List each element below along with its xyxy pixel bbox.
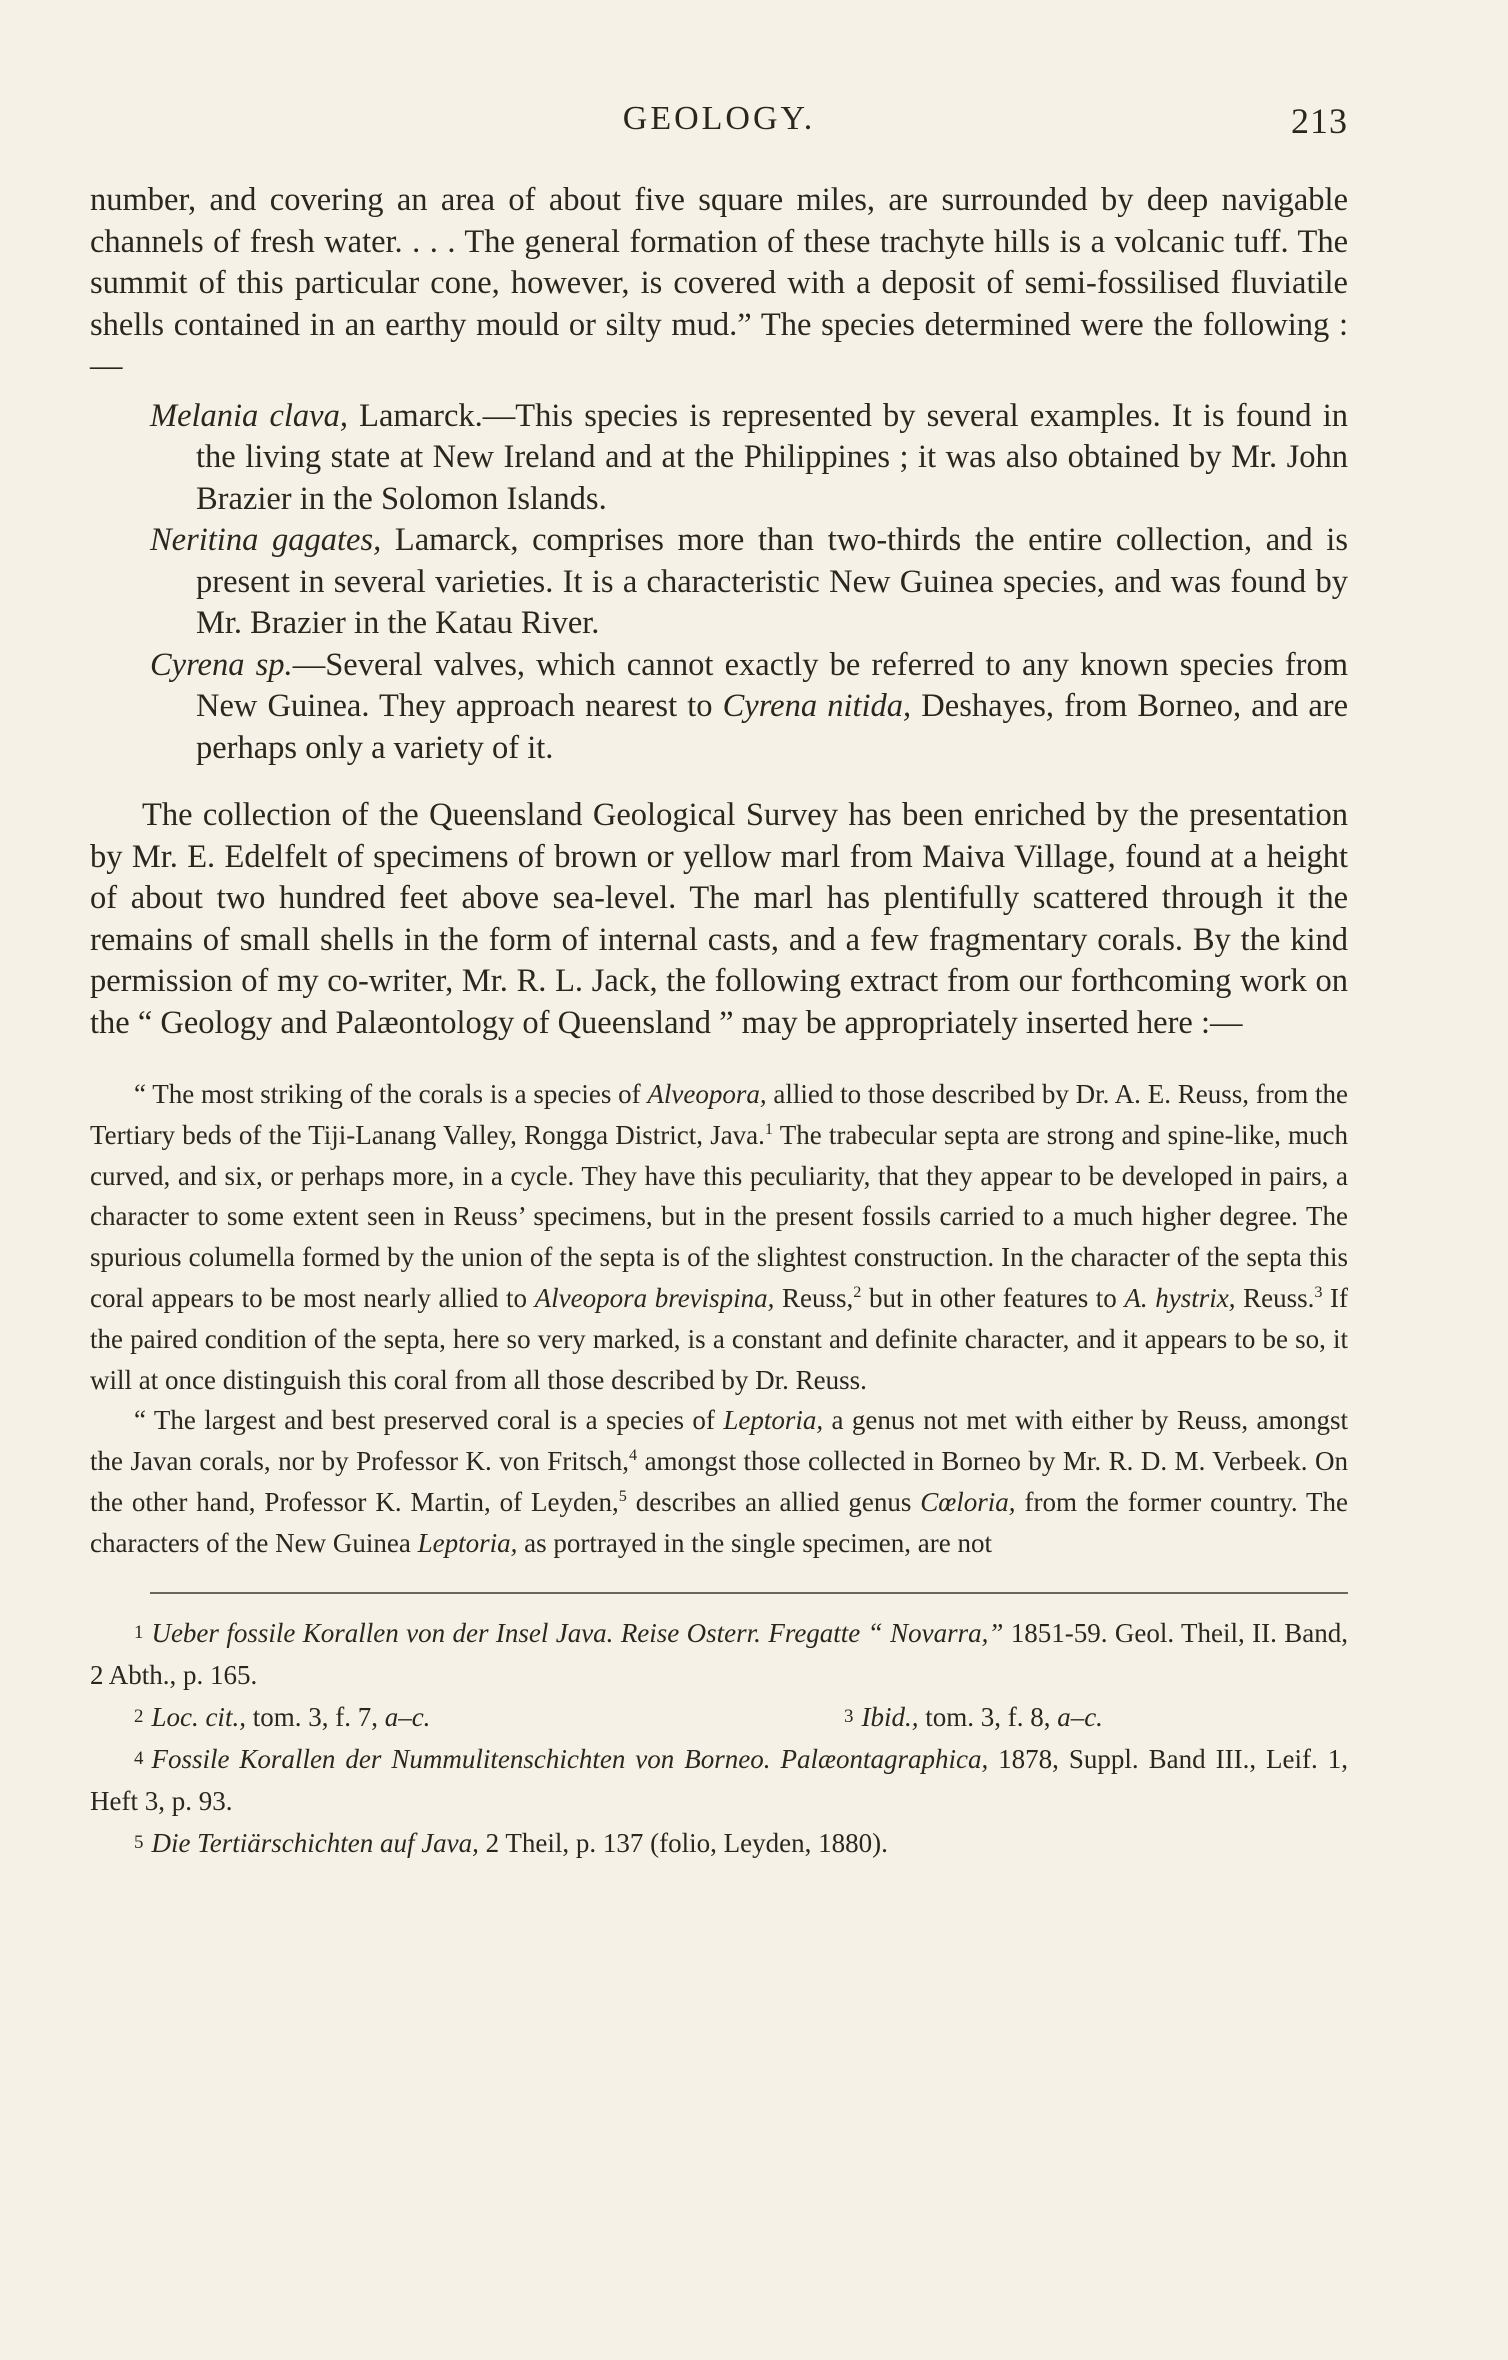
species-name: Alveopora brevispina, bbox=[534, 1282, 775, 1313]
quote-text: Reuss. bbox=[1235, 1282, 1315, 1313]
species-text: Deshayes, from Borneo, and are perhaps only a variety of it. bbox=[196, 688, 1348, 766]
collection-paragraph: The collection of the Queensland Geological Survey has been enriched by the presentation by Mr. E. Edelfelt of specimens of brown or yellow marl from Maiva Village, found at a height of about two hundred feet above sea-level. The marl has plentifully scattered through it the remains of small shells in the form of internal casts, and a few fragmentary corals. By the kind permission of my co-writer, Mr. R. L. Jack, the following extract from our forthcoming work on the “ Geology and Palæontology of Queensland ” may be appropriately inserted here :— bbox=[90, 797, 1348, 1041]
footnote-title: Loc. cit., bbox=[151, 1701, 246, 1732]
footnote-text: tom. 3, f. 8, bbox=[918, 1701, 1058, 1732]
footnote-text: 1851-59. Geol. Theil, II. Band, 2 Abth., p. 165. bbox=[90, 1617, 1349, 1690]
quote-text: Reuss, bbox=[774, 1282, 854, 1313]
footnote-title: “ Novarra,” bbox=[860, 1617, 1004, 1648]
quote-text: as portrayed in the single specimen, are not bbox=[517, 1527, 992, 1558]
footnote-ref: 1 bbox=[764, 1119, 774, 1138]
quote-text: but in other features to bbox=[861, 1282, 1125, 1313]
footnote-title: Ibid., bbox=[861, 1701, 919, 1732]
block-quote bbox=[90, 1074, 1348, 1564]
quote-text: describes an allied genus bbox=[626, 1486, 921, 1517]
footnote-ref: 2 bbox=[853, 1282, 862, 1301]
quote-text: If the paired condition of the septa, here so very marked, is a constant and definite character, and it appears to be so, it will at once distinguish this coral from all those described by Dr. Reuss. bbox=[90, 1282, 1349, 1395]
footnote-title: Ueber fossile Korallen von der Insel Java. Reise Osterr. Fregatte bbox=[151, 1617, 861, 1648]
species-name: Cyrena sp. bbox=[150, 646, 293, 683]
footnotes bbox=[90, 1612, 1348, 1864]
quote-paragraph-leptoria bbox=[90, 1400, 1348, 1563]
quote-text: a genus not met with either by Reuss, amongst the Javan corals, nor by Professor K. von Fritsch, bbox=[90, 1405, 1348, 1477]
footnote-row-2-3 bbox=[90, 1696, 1348, 1738]
footnote-number: 3 bbox=[844, 1705, 854, 1727]
quote-paragraph-alveopora bbox=[90, 1074, 1348, 1400]
quote-text: from the former country. The characters of the New Guinea bbox=[90, 1486, 1348, 1558]
page-body bbox=[90, 180, 1348, 1864]
footnote-rule bbox=[150, 1592, 1348, 1594]
footnote-1 bbox=[90, 1612, 1348, 1696]
footnote-ref: 4 bbox=[629, 1446, 638, 1465]
footnote-number: 1 bbox=[134, 1621, 144, 1643]
footnote-ref: 5 bbox=[618, 1486, 627, 1505]
footnote-ref: 3 bbox=[1314, 1282, 1323, 1301]
species-list bbox=[90, 396, 1348, 770]
species-ref-italic: Cyrena nitida, bbox=[722, 688, 912, 724]
species-text: Lamarck.—This species is represented by several examples. It is found in the living state at New Ireland and at the Philippines ; it was also obtained by Mr. John Brazier in the Solomon Islands. bbox=[196, 397, 1349, 517]
footnote-number: 2 bbox=[134, 1705, 144, 1727]
species-name: Neritina gagates, bbox=[150, 522, 382, 558]
species-melania bbox=[90, 396, 1348, 521]
intro-paragraph: number, and covering an area of about five square miles, are surrounded by deep navigable channels of fresh water. . . . The general formation of these trachyte hills is a volcanic tuff. The summit of this particular cone, however, is covered with a deposit of semi-fossilised fluviatile shells contained in an earthy mould or silty mud.” The species determined were the following :— bbox=[90, 182, 1348, 384]
species-neritina bbox=[90, 520, 1348, 645]
footnote-number: 4 bbox=[134, 1747, 144, 1769]
footnote-5 bbox=[90, 1822, 1348, 1864]
running-head: GEOLOGY. bbox=[622, 100, 816, 137]
footnote-text: tom. 3, f. 7, bbox=[245, 1701, 385, 1732]
genus-name: Leptoria, bbox=[723, 1405, 824, 1436]
quote-text: “ The largest and best preserved coral is a species of bbox=[134, 1405, 724, 1436]
species-text: —Several valves, which cannot exactly be referred to any known species from New Guinea. They approach nearest to bbox=[196, 646, 1348, 724]
page-header bbox=[90, 100, 1348, 150]
genus-name: Cœloria, bbox=[920, 1486, 1016, 1517]
footnote-text: 1878, Suppl. Band III., Leif. 1, Heft 3, p. 93. bbox=[90, 1743, 1348, 1816]
species-cyrena bbox=[90, 645, 1348, 770]
species-text: Lamarck, comprises more than two-thirds the entire collection, and is present in several varieties. It is a characteristic New Guinea species, and was found by Mr. Brazier in the Katau River. bbox=[196, 522, 1348, 641]
footnote-text: 2 Theil, p. 137 (folio, Leyden, 1880). bbox=[478, 1827, 888, 1858]
quote-text: The trabecular septa are strong and spine-like, much curved, and six, or perhaps more, in a cycle. They have this peculiarity, that they appear to be developed in pairs, a character to some extent seen in Reuss’ specimens, but in the present fossils carried to a much higher degree. The spurious columella formed by the union of the septa is of the slightest construction. In the character of the septa this coral appears to be most nearly allied to bbox=[90, 1119, 1348, 1313]
footnote-title: Fossile Korallen der Nummulitenschichten von Borneo. Palæontagraphica, bbox=[151, 1743, 989, 1774]
species-name: Melania clava, bbox=[150, 397, 348, 434]
quote-text: amongst those collected in Borneo by Mr. R. D. M. Verbeek. On the other hand, Professor K. Martin, of Leyden, bbox=[90, 1446, 1348, 1517]
footnote-title: Die Tertiärschichten auf Java, bbox=[151, 1827, 479, 1858]
genus-name: Leptoria, bbox=[417, 1527, 518, 1558]
footnote-2 bbox=[90, 1696, 844, 1738]
footnote-text: a–c. bbox=[1057, 1701, 1103, 1732]
footnote-4 bbox=[90, 1738, 1348, 1822]
footnote-number: 5 bbox=[134, 1831, 144, 1853]
quote-text: allied to those described by Dr. A. E. Reuss, from the Tertiary beds of the Tiji-Lanang Valley, Rongga District, Java. bbox=[90, 1079, 1348, 1150]
genus-name: Alveopora, bbox=[647, 1079, 767, 1109]
footnote-3 bbox=[844, 1696, 1103, 1738]
species-name: A. hystrix, bbox=[1124, 1282, 1236, 1313]
footnote-text: a–c. bbox=[384, 1701, 431, 1732]
page-number: 213 bbox=[1291, 101, 1348, 141]
quote-text: “ The most striking of the corals is a species of bbox=[134, 1079, 648, 1109]
